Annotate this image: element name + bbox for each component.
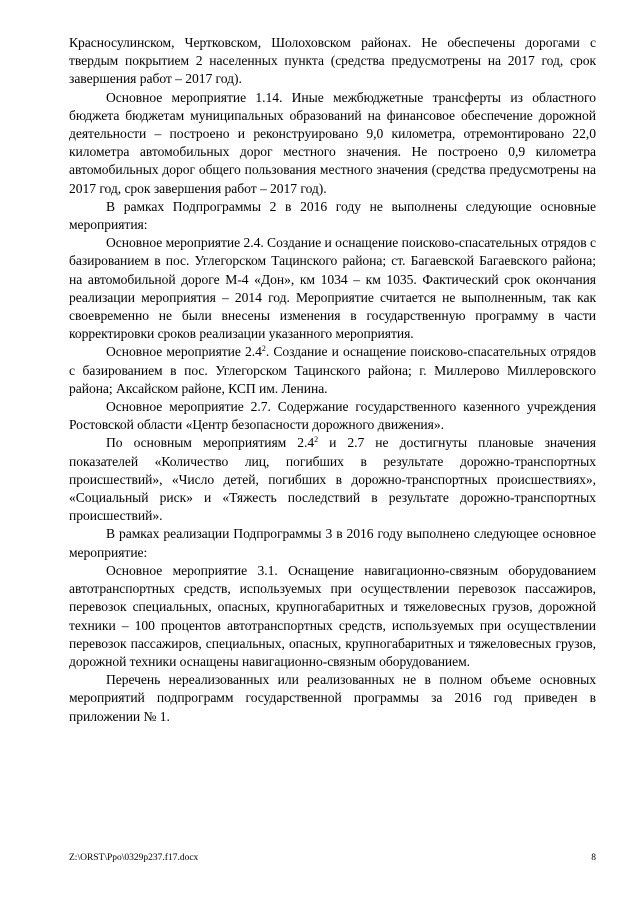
paragraph-5-text-a: Основное мероприятие 2.4	[106, 344, 262, 360]
paragraph-7-text-a: По основным мероприятиям 2.4	[106, 435, 315, 451]
paragraph-8: В рамках реализации Подпрограммы 3 в 2016 году выполнено следующее основное мероприятие:	[69, 526, 596, 560]
paragraph-7	[69, 434, 596, 525]
paragraph-3: В рамках Подпрограммы 2 в 2016 году не выполнены следующие основные мероприятия:	[69, 198, 596, 233]
paragraph-2: Основное мероприятие 1.14. Иные межбюджетные трансферты из областного бюджета бюджетам муниципальных образований на финансовое обеспечение дорожной деятельности – построено и реконструировано 9,0 километра, отремонтировано 22,0 километра автомобильных дорог местного значения. Не построено 0,9 километра автомобильных дорог общего пользования местного значения (средства предусмотрены на 2017 год, срок завершения работ – 2017 год).	[69, 89, 596, 196]
paragraph-10: Перечень нереализованных или реализованных не в полном объеме основных мероприятий подпрограмм государственной программы за 2016 год приведен в приложении № 1.	[69, 672, 596, 724]
superscript-mark: 2	[314, 435, 319, 445]
superscript-mark: 2	[261, 344, 266, 354]
page-number: 8	[591, 853, 596, 863]
document-body	[69, 34, 596, 726]
file-path: Z:\ORST\Ppo\0329p237.f17.docx	[69, 853, 199, 863]
paragraph-5	[69, 343, 596, 398]
paragraph-9: Основное мероприятие 3.1. Оснащение навигационно-связным оборудованием автотранспортных средств, используемых при осуществлении перевозок пассажиров, перевозок специальных, опасных, крупногабаритных и тяжеловесных грузов, дорожной техники – 100 процентов автотранспортных средств, используемых при осуществлении перевозок пассажиров, специальных, опасных, крупногабаритных и тяжеловесных грузов, дорожной техники оснащены навигационно-связным оборудованием.	[69, 562, 596, 669]
paragraph-1: Красносулинском, Чертковском, Шолоховском районах. Не обеспечены дорогами с твердым покрытием 2 населенных пункта (средства предусмотрены на 2017 год, срок завершения работ – 2017 год).	[69, 35, 596, 87]
paragraph-5-text-b: . Создание и оснащение поисково-спасательных отрядов с базированием в пос. Углегорском Тацинского района; г. Миллерово Миллеровского района; Аксайском районе, КСП им. Ленина.	[69, 344, 596, 396]
paragraph-7-text-b: и 2.7 не достигнуты плановые значения показателей «Количество лиц, погибших в результате дорожно-транспортных происшествий», «Число детей, погибших в дорожно-транспортных происшествиях», «Социальный риск» и «Тяжесть последствий в результате дорожно-транспортных происшествий».	[69, 435, 596, 524]
paragraph-4: Основное мероприятие 2.4. Создание и оснащение поисково-спасательных отрядов с базированием в пос. Углегорском Тацинского района; ст. Багаевской Багаевского района; на автомобильной дороге М-4 «Дон», км 1034 – км 1035. Фактический срок окончания реализации мероприятия – 2014 год. Мероприятие считается не выполненным, так как своевременно не были внесены изменения в государственную программу в части корректировки сроков реализации указанного мероприятия.	[69, 235, 596, 342]
paragraph-6: Основное мероприятие 2.7. Содержание государственного казенного учреждения Ростовской области «Центр безопасности дорожного движения».	[69, 399, 596, 433]
